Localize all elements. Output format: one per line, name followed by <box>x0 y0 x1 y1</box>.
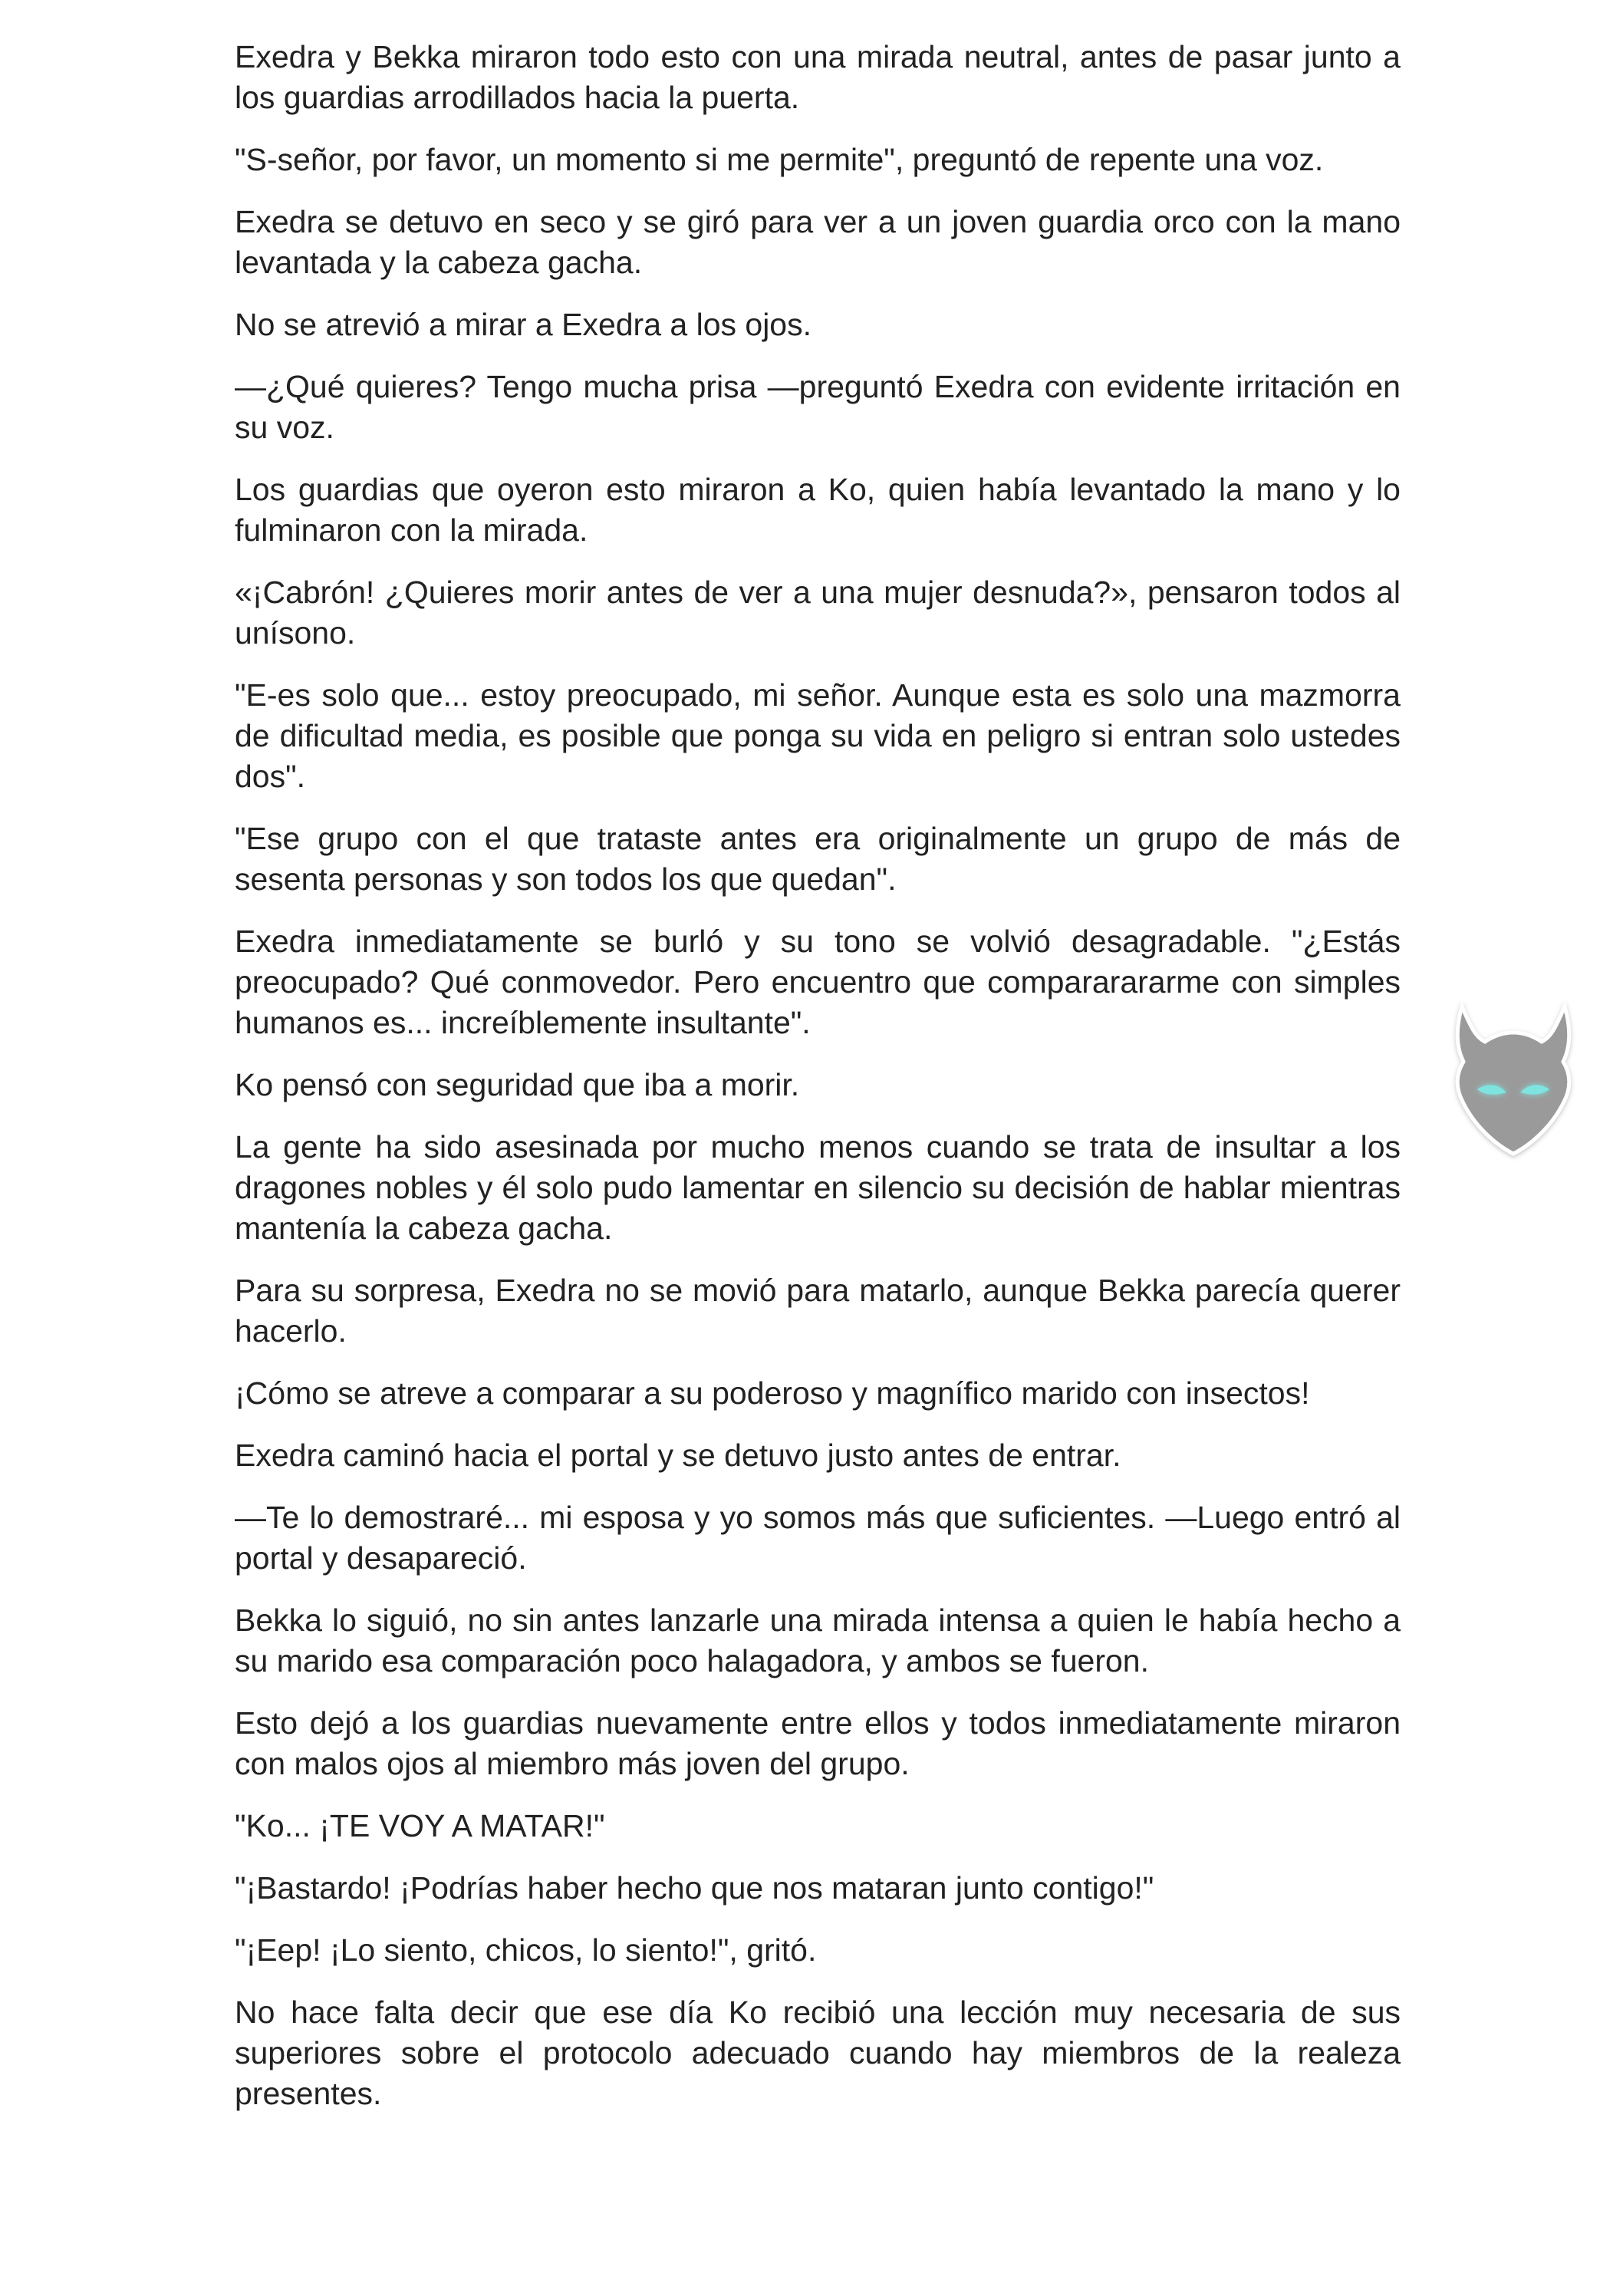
document-body <box>235 37 1401 2136</box>
paragraph: Para su sorpresa, Exedra no se movió para matarlo, aunque Bekka parecía querer hacerlo. <box>235 1273 1401 1349</box>
paragraph: Exedra inmediatamente se burló y su tono se volvió desagradable. "¿Estás preocupado? Qué conmovedor. Pero encuentro que compararararme con simples humanos es... increíblemente insultante". <box>235 924 1401 1040</box>
paragraph: "¡Eep! ¡Lo siento, chicos, lo siento!", gritó. <box>235 1932 817 1968</box>
paragraph: Ko pensó con seguridad que iba a morir. <box>235 1067 800 1102</box>
paragraph: Exedra caminó hacia el portal y se detuvo justo antes de entrar. <box>235 1438 1121 1473</box>
demon-head-icon <box>1440 997 1586 1166</box>
paragraph: Los guardias que oyeron esto miraron a Ko, quien había levantado la mano y lo fulminaron con la mirada. <box>235 472 1401 548</box>
paragraph: "E-es solo que... estoy preocupado, mi señor. Aunque esta es solo una mazmorra de dificultad media, es posible que ponga su vida en peligro si entran solo ustedes dos". <box>235 677 1401 794</box>
paragraph: ¡Cómo se atreve a comparar a su poderoso y magnífico marido con insectos! <box>235 1375 1310 1411</box>
paragraph: "S-señor, por favor, un momento si me permite", preguntó de repente una voz. <box>235 142 1324 177</box>
paragraph: Bekka lo siguió, no sin antes lanzarle una mirada intensa a quien le había hecho a su marido esa comparación poco halagadora, y ambos se fueron. <box>235 1603 1401 1678</box>
paragraph: La gente ha sido asesinada por mucho menos cuando se trata de insultar a los dragones nobles y él solo pudo lamentar en silencio su decisión de hablar mientras mantenía la cabeza gacha. <box>235 1129 1401 1246</box>
paragraph: "Ko... ¡TE VOY A MATAR!" <box>235 1808 605 1843</box>
paragraph: "¡Bastardo! ¡Podrías haber hecho que nos mataran junto contigo!" <box>235 1870 1154 1906</box>
paragraph: «¡Cabrón! ¿Quieres morir antes de ver a una mujer desnuda?», pensaron todos al unísono. <box>235 575 1401 651</box>
paragraph: Exedra y Bekka miraron todo esto con una mirada neutral, antes de pasar junto a los guardias arrodillados hacia la puerta. <box>235 39 1401 115</box>
paragraph: Esto dejó a los guardias nuevamente entre ellos y todos inmediatamente miraron con malos ojos al miembro más joven del grupo. <box>235 1705 1401 1781</box>
paragraph: "Ese grupo con el que trataste antes era originalmente un grupo de más de sesenta personas y son todos los que quedan". <box>235 821 1401 897</box>
paragraph: Exedra se detuvo en seco y se giró para ver a un joven guardia orco con la mano levantada y la cabeza gacha. <box>235 204 1401 280</box>
paragraph: No hace falta decir que ese día Ko recibió una lección muy necesaria de sus superiores sobre el protocolo adecuado cuando hay miembros de la realeza presentes. <box>235 1995 1401 2111</box>
paragraph: No se atrevió a mirar a Exedra a los ojos. <box>235 307 812 342</box>
paragraph: —¿Qué quieres? Tengo mucha prisa —preguntó Exedra con evidente irritación en su voz. <box>235 369 1401 445</box>
paragraph: —Te lo demostraré... mi esposa y yo somos más que suficientes. —Luego entró al portal y desapareció. <box>235 1500 1401 1576</box>
